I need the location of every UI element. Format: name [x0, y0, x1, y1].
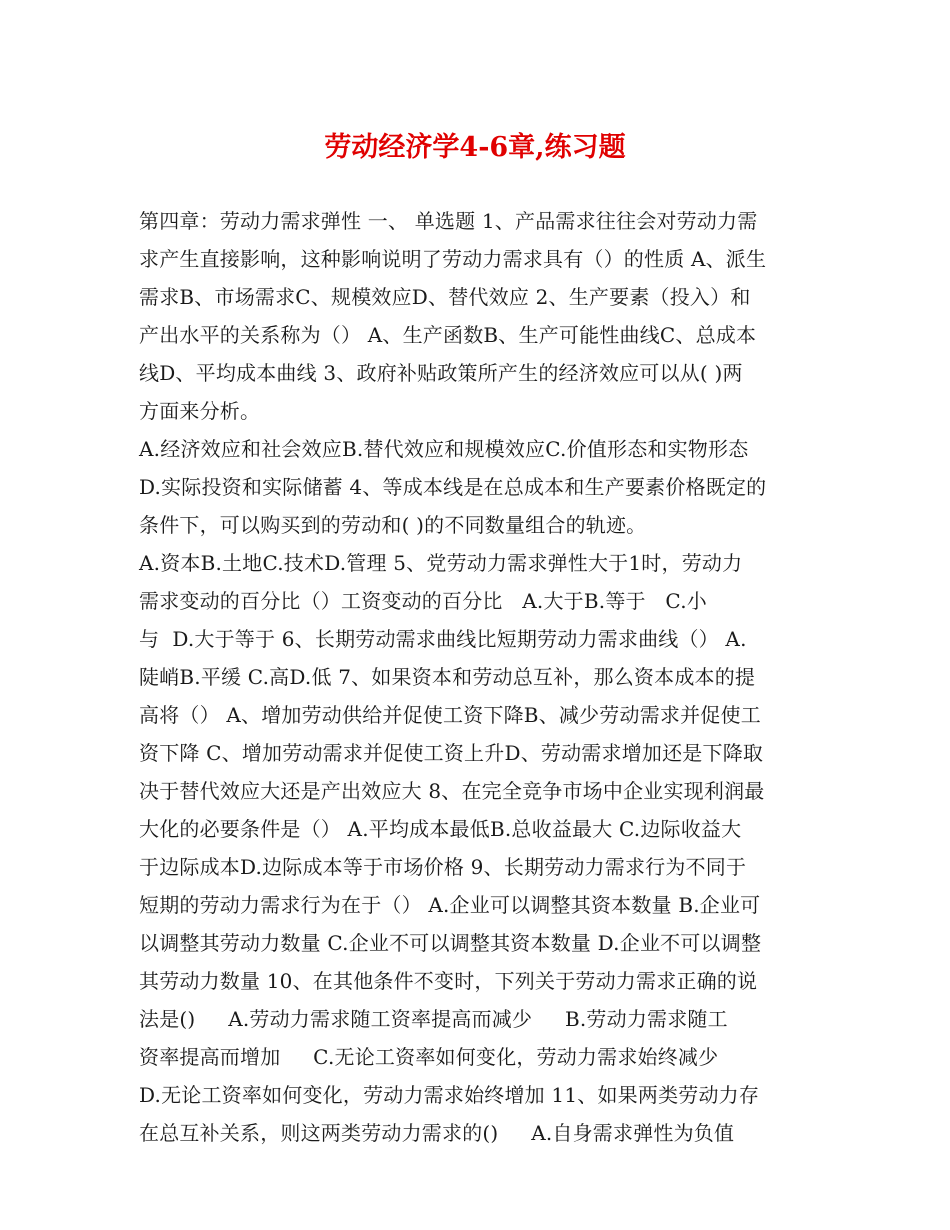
text-line: 大化的必要条件是（） A.平均成本最低B.总收益最大 C.边际收益大 — [139, 817, 742, 841]
text-line: 其劳动力数量 10、在其他条件不变时，下列关于劳动力需求正确的说 — [139, 969, 758, 993]
document-title: 劳动经济学4-6章,练习题 — [324, 132, 626, 163]
text-line: 求产生直接影响，这种影响说明了劳动力需求具有（）的性质 A、派生 — [139, 247, 767, 271]
document-body — [139, 202, 819, 1152]
text-line: D.无论工资率如何变化，劳动力需求始终增加 11、如果两类劳动力存 — [139, 1083, 760, 1107]
text-line: 以调整其劳动力数量 C.企业不可以调整其资本数量 D.企业不可以调整 — [139, 931, 762, 955]
text-line: 高将（） A、增加劳动供给并促使工资下降B、减少劳动需求并促使工 — [139, 703, 761, 727]
text-line: 法是() A.劳动力需求随工资率提高而减少 B.劳动力需求随工 — [139, 1007, 728, 1031]
text-line: 需求变动的百分比（）工资变动的百分比 A.大于B.等于 C.小 — [139, 589, 707, 613]
text-line: A.资本B.土地C.技术D.管理 5、党劳动力需求弹性大于1时，劳动力 — [139, 551, 743, 575]
text-line: 线D、平均成本曲线 3、政府补贴政策所产生的经济效应可以从( )两 — [139, 361, 743, 385]
text-line: 方面来分析。 — [139, 399, 261, 423]
text-line: 于边际成本D.边际成本等于市场价格 9、长期劳动力需求行为不同于 — [139, 855, 747, 879]
text-line: 陡峭B.平缓 C.高D.低 7、如果资本和劳动总互补，那么资本成本的提 — [139, 665, 756, 689]
text-line: A.经济效应和社会效应B.替代效应和规模效应C.价值形态和实物形态 — [139, 437, 749, 461]
text-line: 需求B、市场需求C、规模效应D、替代效应 2、生产要素（投入）和 — [139, 285, 751, 309]
text-line: 与 D.大于等于 6、长期劳动需求曲线比短期劳动力需求曲线（） A. — [139, 627, 747, 651]
text-line: 产出水平的关系称为（） A、生产函数B、生产可能性曲线C、总成本 — [139, 323, 757, 347]
text-line: D.实际投资和实际储蓄 4、等成本线是在总成本和生产要素价格既定的 — [139, 475, 767, 499]
text-line: 第四章：劳动力需求弹性 一、 单选题 1、产品需求往往会对劳动力需 — [139, 209, 758, 233]
text-line: 决于替代效应大还是产出效应大 8、在完全竞争市场中企业实现利润最 — [139, 779, 765, 803]
text-line: 资下降 C、增加劳动需求并促使工资上升D、劳动需求增加还是下降取 — [139, 741, 764, 765]
text-line: 短期的劳动力需求行为在于（） A.企业可以调整其资本数量 B.企业可 — [139, 893, 761, 917]
text-line: 资率提高而增加 C.无论工资率如何变化，劳动力需求始终减少 — [139, 1045, 719, 1069]
text-line: 条件下，可以购买到的劳动和( )的不同数量组合的轨迹。 — [139, 513, 647, 537]
text-line: 在总互补关系，则这两类劳动力需求的() A.自身需求弹性为负值 — [139, 1121, 735, 1145]
